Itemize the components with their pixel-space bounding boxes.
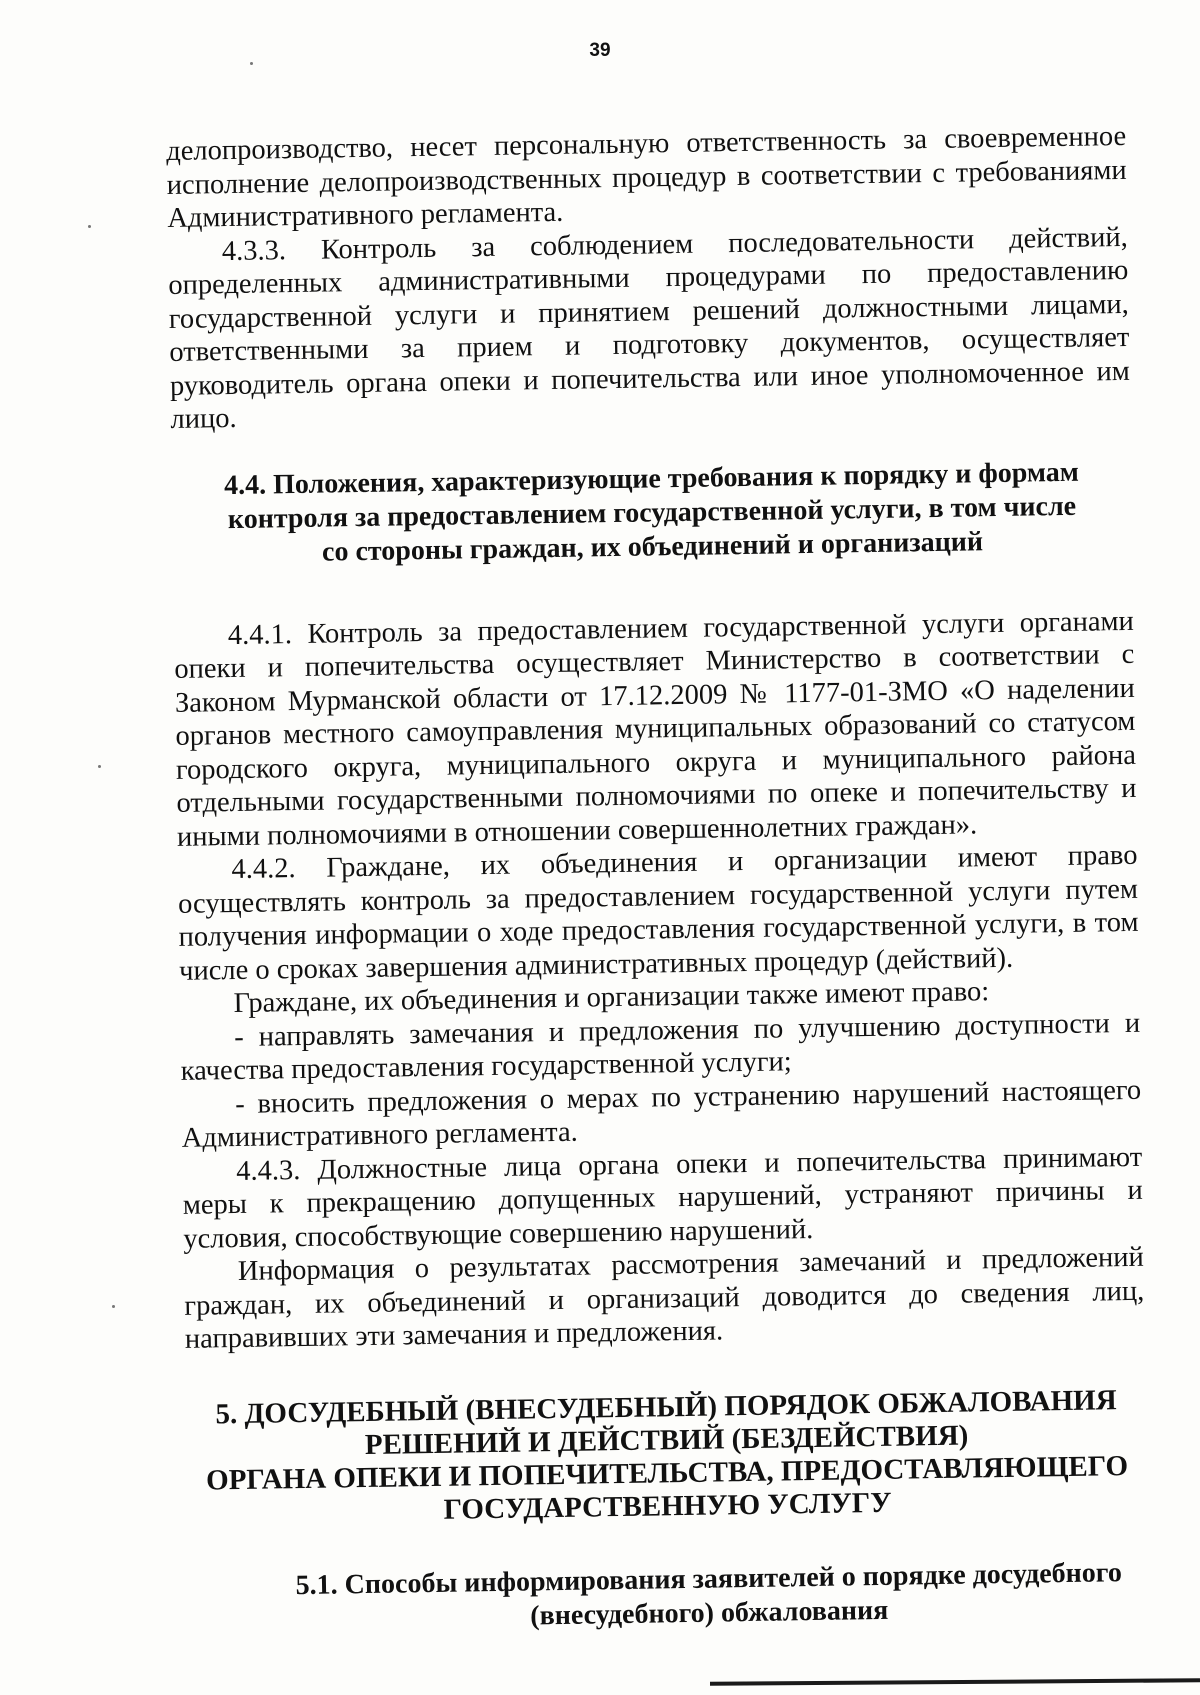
paragraph-4-3-3: 4.3.3. Контроль за соблюдением последовательности действий, определенных административными процедурами по предоставлению государственной услуги и принятием решений должностными лицами, ответственными за прием и подготовку документов, осуществляет руководитель органа опеки и попечительства или иное уполномоченное им лицо. <box>168 221 1131 435</box>
scan-speck <box>98 765 101 768</box>
paragraph-4-4-3: 4.4.3. Должностные лица органа опеки и попечительства принимают меры к прекращению допущенных нарушений, устраняют причины и условия, способствующие совершению нарушений. <box>182 1141 1143 1255</box>
paragraph-rights-intro: Граждане, их объединения и организации также имеют право: <box>233 976 990 1020</box>
section-heading-4-4 <box>171 454 1132 571</box>
heading-line: со стороны граждан, их объединений и организаций <box>321 525 984 568</box>
heading-line: контроля за предоставлением государственной услуги, в том числе <box>227 490 1077 535</box>
paragraph-continuation: делопроизводство, несет персональную ответственность за своевременное исполнение делопроизводственных процедур в соответствии с требованиями Административного регламента. <box>166 120 1127 234</box>
paragraph-right-remarks: - направлять замечания и предложения по улучшению доступности и качества предоставления государственной услуги; <box>180 1007 1141 1087</box>
paragraph-results-info: Информация о результатах рассмотрения замечаний и предложений граждан, их объединений и организаций доводится до сведения лиц, направивших эти замечания и предложения. <box>184 1241 1145 1355</box>
paragraph-4-4-2: 4.4.2. Граждане, их объединения и организации имеют право осуществлять контроль за предоставлением государственной услуги путем получения информации о ходе предоставления государственной услуги, в том числе о сроках завершения административных процедур (действий). <box>177 839 1139 987</box>
heading-line: РЕШЕНИЙ И ДЕЙСТВИЙ (БЕЗДЕЙСТВИЯ) <box>364 1419 969 1461</box>
heading-line: (внесудебного) обжалования <box>529 1594 889 1631</box>
heading-line: 5.1. Способы информирования заявителей о порядке досудебного <box>295 1556 1123 1601</box>
heading-line: ОРГАНА ОПЕКИ И ПОПЕЧИТЕЛЬСТВА, ПРЕДОСТАВЛЯЮЩЕГО <box>205 1449 1129 1497</box>
section-heading-5 <box>186 1383 1148 1530</box>
scan-speck <box>250 62 253 65</box>
page-number: 39 <box>589 40 611 61</box>
paragraph-4-4-1: 4.4.1. Контроль за предоставлением государственной услуги органами опеки и попечительства осуществляет Министерство в соответствии с Законом Мурманской области от 17.12.2009 № 1177-01-ЗМО «О наделении органов местного самоуправления муниципальных образований со статусом городского округа, муниципального округа и муниципального района отдельными государственными полномочиями по опеке и попечительству и иными полномочиями в отношении совершеннолетних граждан». <box>174 605 1137 853</box>
scan-speck <box>88 225 91 228</box>
section-heading-5-1 <box>269 1555 1150 1637</box>
heading-line: 4.4. Положения, характеризующие требования к порядку и формам <box>223 456 1080 501</box>
paragraph-right-proposals: - вносить предложения о мерах по устранению нарушений настоящего Административного регламента. <box>181 1074 1142 1154</box>
heading-line: ГОСУДАРСТВЕННУЮ УСЛУГУ <box>443 1486 892 1526</box>
scan-edge-line <box>710 1678 1200 1685</box>
document-body <box>166 120 1149 1638</box>
scan-speck <box>112 1305 115 1308</box>
heading-line: 5. ДОСУДЕБНЫЙ (ВНЕСУДЕБНЫЙ) ПОРЯДОК ОБЖАЛОВАНИЯ <box>215 1383 1117 1430</box>
